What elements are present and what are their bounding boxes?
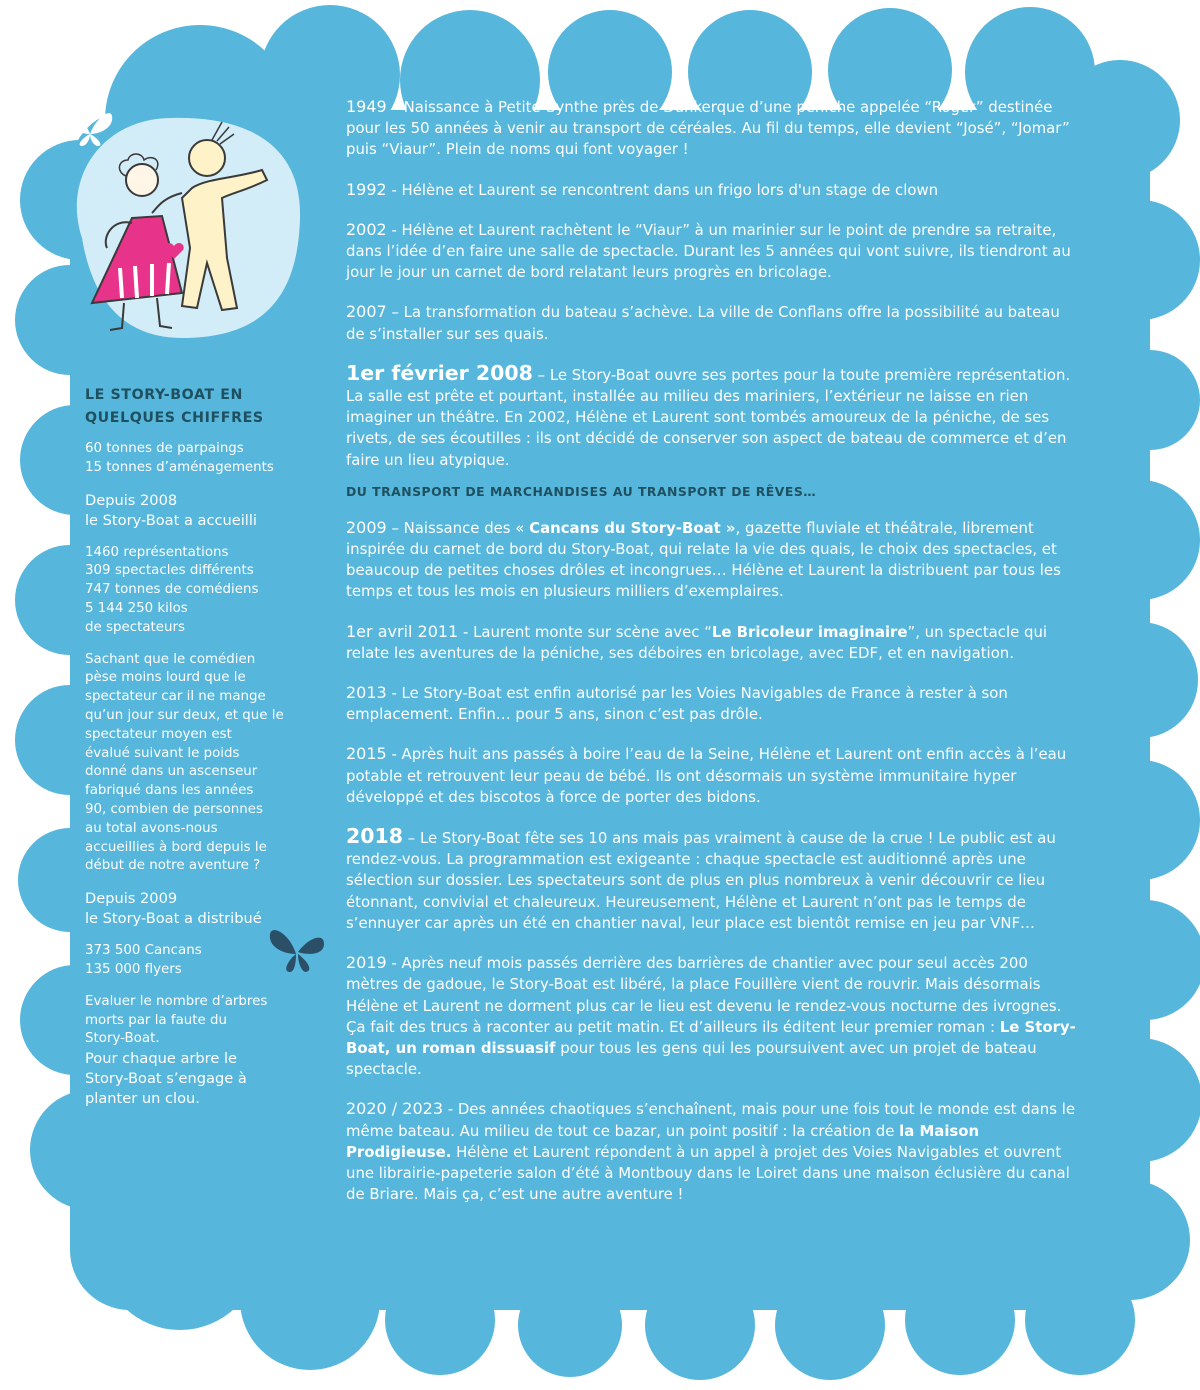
entry-text: – Le Story-Boat fête ses 10 ans mais pas vraiment à cause de la crue ! Le public est au rendez-vous. La programmation est exigeante : chaque spectacle est auditionné après une sélection sur dossier. Les spectateurs sont de plus en plus nombreux à venir découvrir ce lieu étonnant, convivial et chaleureux. Heureusement, Hélène et Laurent n’ont pas le temps de s’ennuyer car après un été en chantier naval, leur place est bientôt remise en jeu par VNF… [346, 829, 1056, 932]
entry-year: 2019 [346, 953, 387, 973]
entry-text: ”, un spectacle qui relate les aventures de la péniche, ses déboires en bricolage, avec EDF, et en navigation. [346, 622, 1048, 662]
entry-highlight: Le Bricoleur imaginaire [711, 622, 908, 641]
stat-block: Sachant que le comédien pèse moins lourd que le spectateur car il ne mange qu’un jour sur deux, et que le spectateur moyen est évalué suivant le poids donné dans un ascenseur fabriqué dans les années 90, combien de personnes au total avons-nous accueillies à bord depuis le début de notre aventure ? [85, 651, 284, 874]
stat-block: Evaluer le nombre d’arbres morts par la faute du Story-Boat. [85, 993, 268, 1047]
timeline-entry-2008 [346, 360, 1081, 471]
stat-block: Depuis 2008 le Story-Boat a accueilli [85, 491, 257, 529]
timeline-entry-2009 [346, 517, 1081, 603]
timeline [346, 96, 1081, 1223]
entry-year: 2015 [346, 744, 387, 764]
stat-block: 1460 représentations 309 spectacles différents 747 tonnes de comédiens 5 144 250 kilos de spectateurs [85, 544, 259, 635]
entry-text: – La transformation du bateau s’achève. La ville de Conflans offre la possibilité au bateau de s’installer sur ses quais. [346, 303, 1060, 343]
entry-year: 2020 / 2023 [346, 1099, 443, 1119]
stat-block: 60 tonnes de parpaings 15 tonnes d’aménagements [85, 441, 274, 475]
entry-text: - Après huit ans passés à boire l’eau de la Seine, Hélène et Laurent ont enfin accès à l’eau potable et retrouvent leur peau de bébé. Ils ont désormais un système immunitaire hyper développé et des biscotos à force de porter des bidons. [346, 745, 1067, 806]
entry-highlight: Cancans du Story-Boat » [529, 518, 736, 537]
entry-text: – Naissance des « [386, 518, 530, 537]
entry-year: 1er février 2008 [346, 360, 533, 385]
timeline-entry-2020-2023 [346, 1098, 1081, 1205]
entry-text: – Naissance à Petite-Synthe près de Dunkerque d’une péniche appelée “Roger” destinée pour les 50 années à venir au transport de céréales. Au fil du temps, elle devient “José”, “Jomar” puis “Viaur”. Plein de noms qui font voyager ! [346, 98, 1070, 159]
entry-highlight: la Maison Prodigieuse. [346, 1121, 980, 1161]
entry-text: , gazette fluviale et théâtrale, librement inspirée du carnet de bord du Story-Boat, qui relate la vie des quais, le choix des spectacles, et beaucoup de petites choses drôles et incongrues… Hélène et Laurent la distribuent par tous les temps et tous les mois en plusieurs milliers d’exemplaires. [346, 518, 1061, 601]
sidebar-title [85, 384, 310, 430]
entry-text: – Le Story-Boat ouvre ses portes pour la toute première représentation. La salle est prête et pourtant, installée au milieu des mariniers, l’extérieur ne laisse en rien imaginer un théâtre. En 2002, Hélène et Laurent sont tombés amoureux de la péniche, de ses rivets, de ses écoutilles : ils ont décidé de conserver son aspect de bateau de commerce et d’en faire un lieu atypique. [346, 365, 1071, 469]
entry-year: 2002 [346, 219, 387, 239]
timeline-entry-2019 [346, 952, 1081, 1080]
entry-text: Hélène et Laurent répondent à un appel à projet des Voies Navigables et ouvrent une librairie-papeterie salon d’été à Montbouy dans le Loiret dans une maison éclusière du canal de Briare. Mais ça, c’est une autre aventure ! [346, 1142, 1070, 1204]
timeline-entry-2015 [346, 743, 1081, 808]
entry-year: 1er avril 2011 [346, 621, 459, 641]
entry-year: 2013 [346, 683, 387, 703]
sidebar-title-line1: LE STORY-BOAT EN [85, 387, 244, 403]
sidebar-title-line2: QUELQUES CHIFFRES [85, 410, 264, 426]
entry-year: 1949 [346, 97, 387, 116]
entry-year: 2007 [346, 302, 387, 322]
figures-sidebar [85, 384, 310, 1122]
entry-year: 2018 [346, 824, 404, 849]
timeline-entry-1949 [346, 96, 1081, 161]
entry-year: 2009 [346, 517, 387, 537]
sidebar-closing: Pour chaque arbre le Story-Boat s’engage à planter un clou. [85, 1050, 247, 1108]
stat-block: Depuis 2009 le Story-Boat a distribué [85, 890, 262, 928]
entry-text: - Après neuf mois passés derrière des barrières de chantier avec pour seul accès 200 mètres de gadoue, le Story-Boat est libéré, la place Fouillère vient de rouvrir. Mais désormais Hélène et Laurent ne dorment plus car le lieu est devenu le rendez-vous nocturne des ivrognes. Ça fait des trucs à raconter au petit matin. Et d’ailleurs ils éditent leur premier roman : [346, 954, 1062, 1036]
timeline-entry-2007 [346, 301, 1081, 344]
timeline-entry-2002 [346, 219, 1081, 284]
entry-year: 1992 [346, 179, 387, 199]
entry-highlight: Le Story-Boat, un roman dissuasif [346, 1017, 1076, 1057]
entry-text: - Laurent monte sur scène avec “ [458, 622, 712, 641]
entry-text: pour tous les gens qui les poursuivent avec un projet de bateau spectacle. [346, 1038, 1037, 1079]
section-subheading: DU TRANSPORT DE MARCHANDISES AU TRANSPORT DE RÊVES… [346, 483, 817, 499]
entry-text: - Hélène et Laurent se rencontrent dans un frigo lors d'un stage de clown [386, 180, 939, 199]
entry-text: - Des années chaotiques s’enchaînent, mais pour une fois tout le monde est dans le même bateau. Au milieu de tout ce bazar, un point positif : la création de [346, 1100, 1076, 1140]
timeline-entry-2018 [346, 826, 1081, 934]
timeline-entry-1992 [346, 179, 1081, 201]
timeline-entry-2011 [346, 621, 1081, 664]
butterfly-icon [66, 104, 114, 148]
entry-text: - Hélène et Laurent rachètent le “Viaur” à un marinier sur le point de prendre sa retraite, dans l’idée d’en faire une salle de spectacle. Durant les 5 années qui vont suivre, ils tiendront au jour le jour un carnet de bord relatant leurs progrès en bricolage. [346, 220, 1071, 282]
stat-block: 373 500 Cancans 135 000 flyers [85, 943, 202, 977]
entry-text: - Le Story-Boat est enfin autorisé par les Voies Navigables de France à rester à son emplacement. Enfin… pour 5 ans, sinon c’est pas drôle. [346, 684, 1008, 724]
timeline-entry-2013 [346, 682, 1081, 725]
